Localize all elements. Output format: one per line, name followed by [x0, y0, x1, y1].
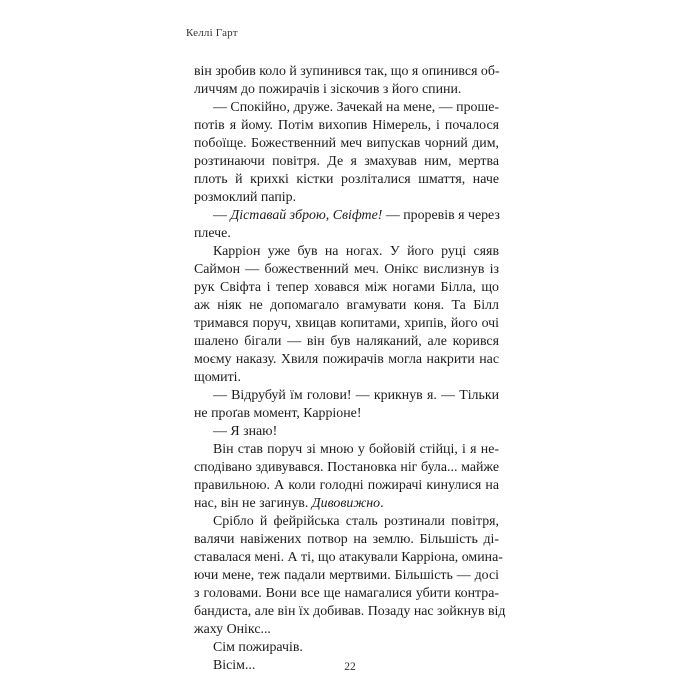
text-line: ставалася мені. А ті, що атакували Карріона, омина-	[194, 550, 503, 565]
text-line: розтинаючи повітря. Де я змахував ним, мертва	[194, 154, 499, 169]
text-line: шалено бігали — він був наляканий, але корився	[194, 334, 499, 349]
paragraph	[194, 441, 499, 513]
text-line: рук Свіфта і тепер ховався між ногами Білла, що	[194, 280, 499, 295]
text-line: сподівано здивувався. Постановка ніг була... майже	[194, 460, 499, 475]
text-run: .	[380, 496, 384, 511]
italic-word: Дивовижно	[311, 496, 381, 511]
text-line: — Я знаю!	[213, 424, 278, 439]
text-line: Карріон уже був на ногах. У його руці сяяв	[213, 244, 499, 259]
paragraph	[194, 243, 499, 387]
text-line: правильною. А коли голодні пожирачі кинулися на	[194, 478, 499, 493]
speech-tag: — проревів я через	[382, 208, 500, 223]
text-line: він зробив коло й зупинився так, що я опинився об-	[194, 64, 500, 79]
paragraph	[194, 387, 499, 423]
paragraph	[194, 207, 499, 243]
text-line: — Спокійно, друже. Зачекай на мене, — проше-	[213, 100, 499, 115]
text-line: — Відрубуй їм голови! — крикнув я. — Тільки	[213, 388, 499, 403]
text-line: Саймон — божественний меч. Онікс вислизнув із	[194, 262, 499, 277]
italic-speech: Діставай зброю, Свіфте!	[230, 208, 383, 223]
paragraph	[194, 513, 506, 639]
paragraph	[194, 99, 499, 207]
text-line: тримався поруч, хвицав копитами, хрипів, його очі	[194, 316, 499, 331]
text-line: не проґав момент, Карріоне!	[194, 406, 362, 421]
text-line: плоть й крихкі кістки розліталися шмаття, наче	[194, 172, 499, 187]
page-number: 22	[344, 661, 356, 673]
text-line: потів я йому. Потім вихопив Німерель, і почалося	[194, 118, 499, 133]
paragraph	[194, 63, 499, 99]
text-line: ючи мене, теж падали мертвими. Більшість — досі	[194, 568, 499, 583]
text-line: Вісім...	[213, 658, 256, 673]
text-line: щомиті.	[194, 370, 242, 385]
text-line: жаху Онікс...	[194, 622, 271, 637]
paragraph	[194, 423, 499, 441]
text-line: моєму наказу. Хвиля пожирачів могла накрити нас	[194, 352, 499, 367]
dash: —	[213, 208, 231, 223]
text-line	[194, 495, 499, 513]
text-line: личчям до пожирачів і зіскочив з його спини.	[194, 82, 462, 97]
text-line: Сім пожирачів.	[213, 640, 303, 655]
body-text	[194, 63, 506, 675]
text-line: розмоклий папір.	[194, 190, 297, 205]
text-line: побоїще. Божественний меч випускав чорний дим,	[194, 136, 499, 151]
text-line: бандиста, але він їх добивав. Позаду нас зойкнув від	[194, 604, 506, 619]
text-line	[194, 207, 499, 225]
text-line: Він став поруч зі мною у бойовій стійці, і я не-	[213, 442, 499, 457]
text-line: з головами. Вони все ще намагалися убити контра-	[194, 586, 499, 601]
running-header: Келлі Гарт	[186, 27, 238, 39]
text-line: Срібло й фейрійська сталь розтинали повітря,	[213, 514, 499, 529]
text-run: нас, він не загинув.	[194, 496, 312, 511]
text-line: плече.	[194, 226, 231, 241]
text-line: валячи навіжених потвор на землю. Більшість ді-	[194, 532, 499, 547]
paragraph	[194, 639, 499, 657]
text-line: аж ніяк не допомагало вгамувати коня. Та Білл	[194, 298, 499, 313]
